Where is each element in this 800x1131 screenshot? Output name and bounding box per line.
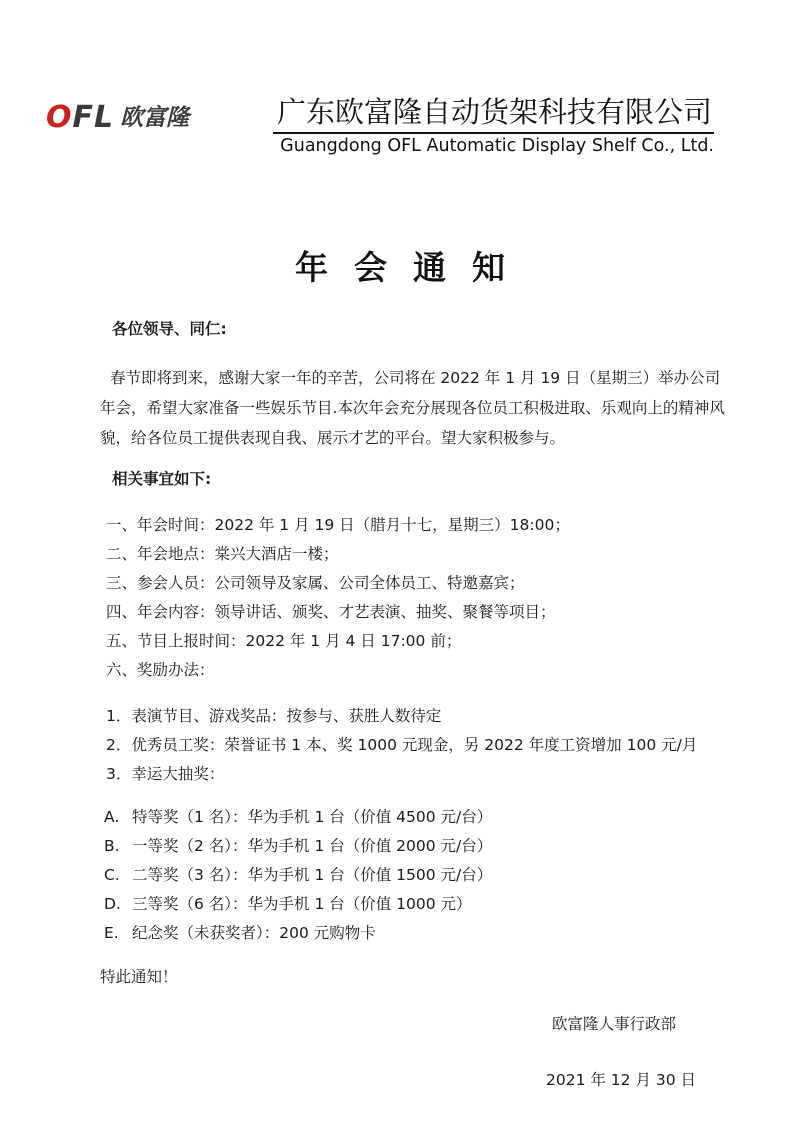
lottery-item [104, 890, 492, 919]
lottery-item-text: 三等奖（6 名）：华为手机 1 台（价值 1000 元） [132, 895, 472, 913]
lottery-item-text: 纪念奖（未获奖者）：200 元购物卡 [132, 924, 376, 942]
body-line-3: 貌，给各位员工提供表现自我、展示才艺的平台。望大家积极参与。 [100, 429, 566, 447]
lottery-item-text: 二等奖（3 名）：华为手机 1 台（价值 1500 元/台） [132, 866, 493, 884]
logo-mark: OFL [46, 100, 115, 135]
list-item: 四、年会内容：领导讲话、颁奖、才艺表演、抽奖、聚餐等项目； [106, 603, 556, 621]
reward-item: 3．幸运大抽奖： [106, 765, 225, 783]
logo-mark-o: O [46, 100, 73, 135]
list-item: 三、参会人员：公司领导及家属、公司全体员工、特邀嘉宾； [106, 574, 525, 592]
lottery-item-label: A. [104, 808, 120, 826]
letterhead [0, 0, 800, 170]
reward-list [106, 702, 697, 789]
lottery-item-label: E. [104, 924, 119, 942]
lottery-item [104, 803, 492, 832]
reward-item: 1．表演节目、游戏奖品：按参与、获胜人数待定 [106, 707, 442, 725]
company-name-cn: 广东欧富隆自动货架科技有限公司 [273, 92, 714, 134]
lottery-item-label: C. [104, 866, 120, 884]
lottery-item [104, 919, 492, 948]
lottery-item [104, 832, 492, 861]
closing-notice: 特此通知！ [100, 968, 178, 986]
company-name-en: Guangdong OFL Automatic Display Shelf Co., Ltd. [280, 136, 714, 156]
list-item: 五、节目上报时间：2022 年 1 月 4 日 17:00 前； [106, 632, 462, 650]
reward-item: 2．优秀员工奖：荣誉证书 1 本、奖 1000 元现金，另 2022 年度工资增加 100 元/月 [106, 736, 698, 754]
greeting: 各位领导、同仁: [112, 320, 227, 338]
body-line-1: 春节即将到来，感谢大家一年的辛苦，公司将在 2022 年 1 月 19 日（星期三）举办公司 [110, 369, 721, 387]
lottery-item-label: D. [104, 895, 121, 913]
list-item: 二、年会地点：棠兴大酒店一楼； [106, 545, 339, 563]
company-logo [46, 100, 189, 136]
matters-list [106, 511, 570, 685]
body-line-2: 年会，希望大家准备一些娱乐节目.本次年会充分展现各位员工积极进取、乐观向上的精神风 [100, 399, 725, 417]
document-date: 2021 年 12 月 30 日 [546, 1071, 697, 1089]
lottery-item-text: 特等奖（1 名）：华为手机 1 台（价值 4500 元/台） [132, 808, 493, 826]
signature: 欧富隆人事行政部 [552, 1015, 677, 1033]
lottery-item [104, 861, 492, 890]
document-title: 年会通知 [295, 248, 531, 287]
lottery-item-text: 一等奖（2 名）：华为手机 1 台（价值 2000 元/台） [132, 837, 493, 855]
logo-cn: 欧富隆 [120, 104, 190, 131]
list-item: 六、奖励办法： [106, 661, 215, 679]
lottery-list [104, 803, 492, 948]
company-name-block [262, 92, 714, 156]
matters-heading: 相关事宜如下: [112, 470, 212, 488]
lottery-item-label: B. [104, 837, 120, 855]
list-item: 一、年会时间：2022 年 1 月 19 日（腊月十七，星期三）18:00； [106, 516, 570, 534]
